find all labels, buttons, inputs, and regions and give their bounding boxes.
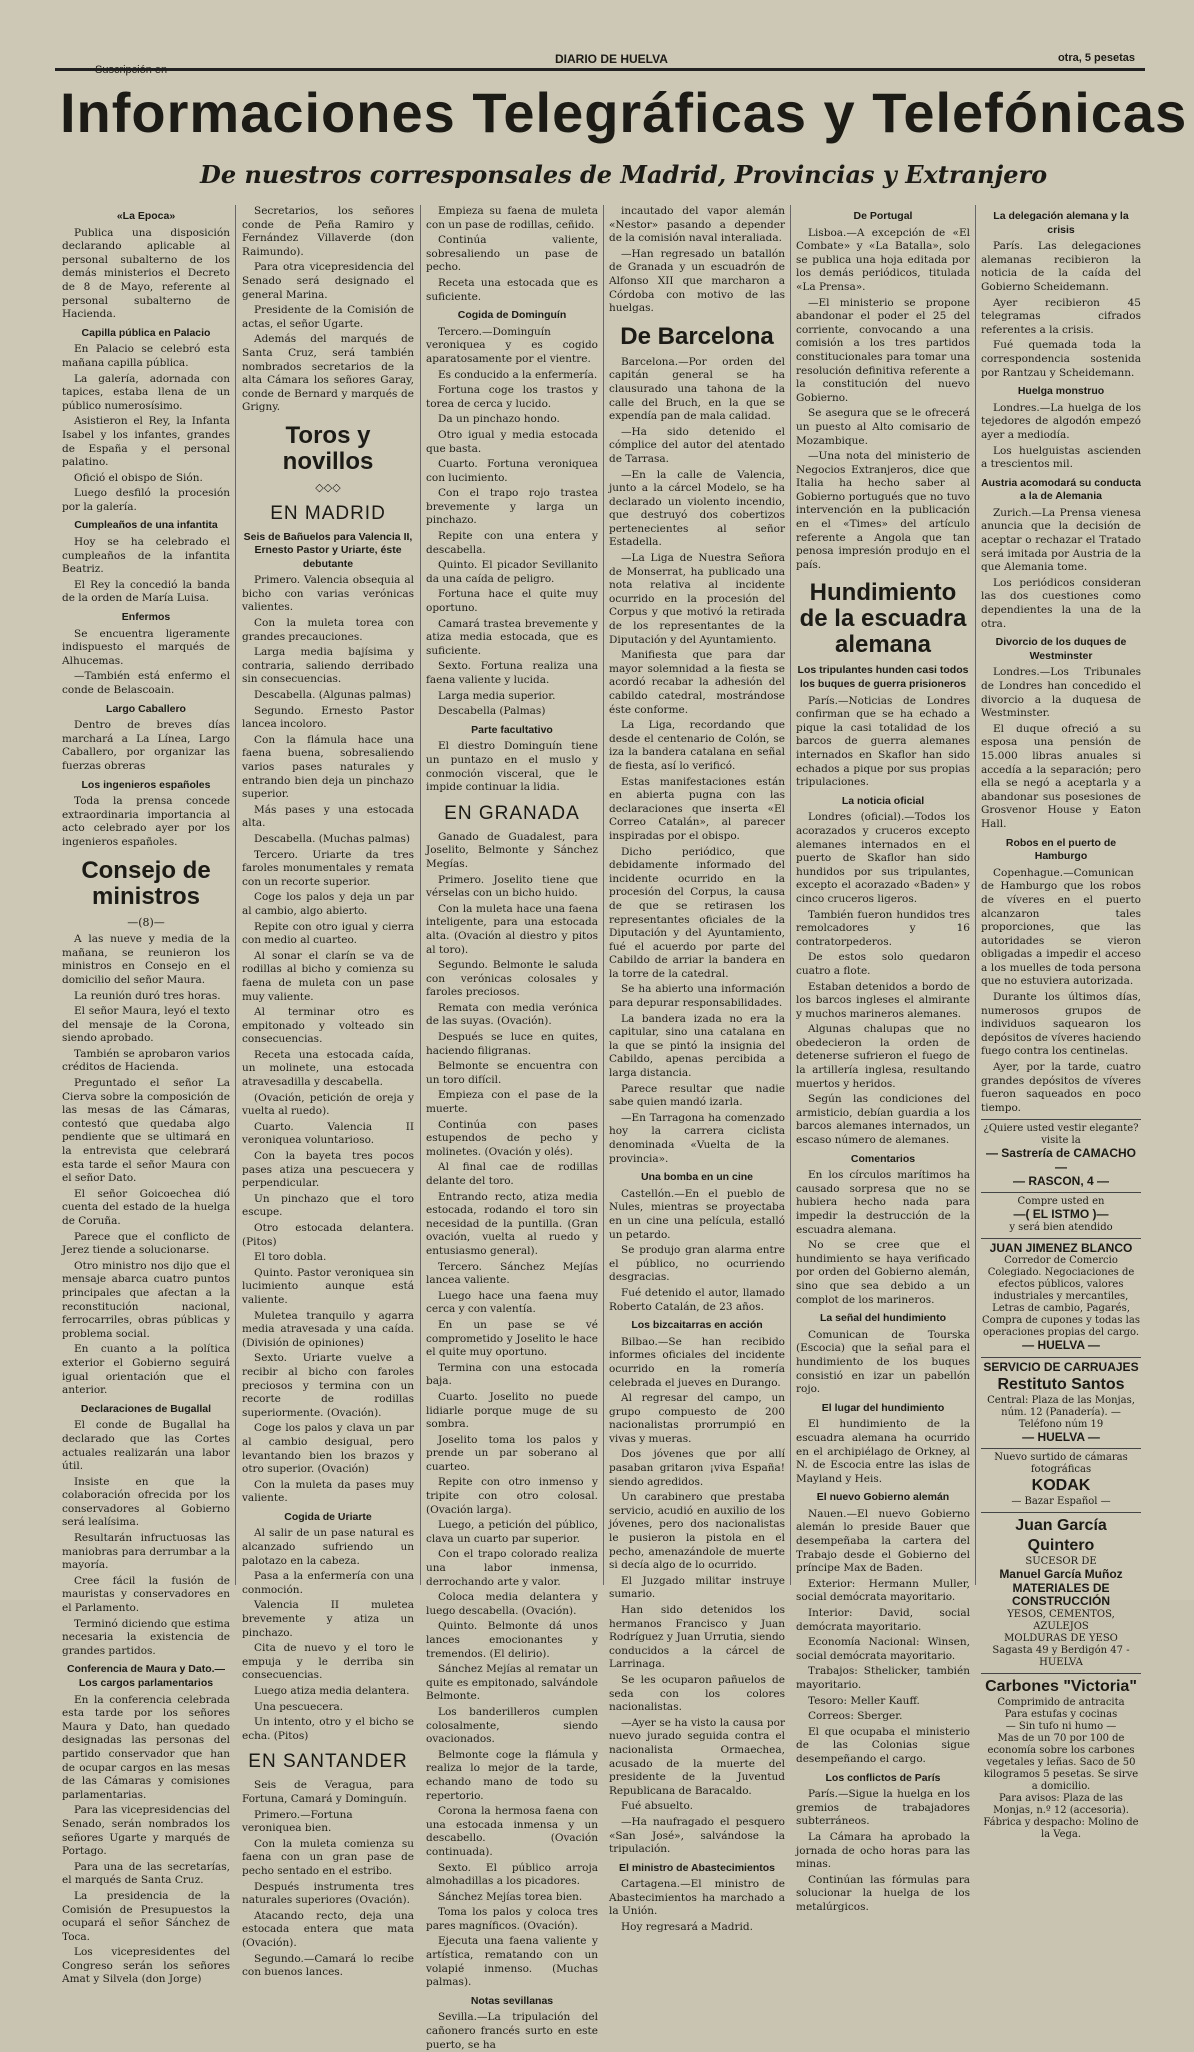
paragraph: El duque ofreció a su esposa una pensión de 15.000 libras anuales si accedía a la separación; pero ella se negó a aceptarla y a abandonar sus posesiones de Grosvenor House y Eaton Hall. bbox=[981, 722, 1141, 830]
advert-jimenez bbox=[981, 1238, 1141, 1353]
paragraph: Fortuna coge los trastos y torea de cerca y lucido. bbox=[426, 384, 598, 410]
advert-line: Compre usted en bbox=[1017, 1196, 1105, 1208]
paragraph: Continúa valiente, sobresaliendo un pase de pecho. bbox=[426, 234, 598, 274]
column-5 bbox=[796, 205, 970, 1913]
paragraph: Tesoro: Meller Kauff. bbox=[808, 1694, 920, 1707]
paragraph: Al terminar otro es empitonado y volteado sin consecuencias. bbox=[242, 1006, 414, 1046]
paragraph: Segundo. Belmonte le saluda con verónicas colosales y faroles preciosos. bbox=[426, 959, 598, 999]
paragraph: Correos: Sberger. bbox=[808, 1710, 903, 1723]
ornament: ◇◇◇ bbox=[315, 480, 341, 494]
paragraph: Londres.—La huelga de los tejedores de algodón empezó ayer a mediodía. bbox=[981, 401, 1141, 441]
advert-line: MATERIALES DE CONSTRUCCIÓN bbox=[1012, 1580, 1110, 1609]
paragraph: En cuanto a la política exterior el Gobierno seguirá igual orientación que el anterior. bbox=[62, 1343, 230, 1397]
paragraph: Primero.—Fortuna veroniquea bien. bbox=[242, 1808, 353, 1835]
paragraph: Además del marqués de Santa Cruz, será también nombrados secretarios de la alta Cámara los señores Garay, conde de Bernard y marqués de Grigny. bbox=[242, 333, 414, 414]
column-rule bbox=[420, 205, 421, 1585]
paragraph: Se asegura que se le ofrecerá un puesto al Alto comisario de Mozambique. bbox=[796, 407, 970, 447]
paragraph: La presidencia de la Comisión de Presupuestos la ocupará el señor Sánchez de Toca. bbox=[62, 1889, 230, 1943]
paragraph: —Ayer se ha visto la causa por nuevo jurado seguida contra el nacionalista Ormaechea, acusado de la muerte del presidente de la Juventud Republicana de Baracaldo. bbox=[609, 1716, 785, 1797]
paragraph: La Cámara ha aprobado la jornada de ocho horas para las minas. bbox=[796, 1830, 970, 1871]
paragraph: Castellón.—En el pueblo de Nules, mientras se proyectaba en un cine una película, estalló un petardo. bbox=[609, 1187, 785, 1241]
paragraph: Joselito toma los palos y prende un par soberano al cuarteo. bbox=[426, 1433, 598, 1473]
paragraph: Fué quemada toda la correspondencia sostenida por Rantzau y Scheidemann. bbox=[981, 339, 1141, 379]
paragraph: Repite con otro inmenso y tripite con otro colosal. (Ovación larga). bbox=[426, 1476, 598, 1516]
column-1 bbox=[62, 205, 230, 1986]
column-rule bbox=[235, 205, 236, 1585]
headline: Notas sevillanas bbox=[470, 1994, 554, 2007]
advert-line: Manuel García Muñoz bbox=[999, 1567, 1123, 1582]
paragraph: Repite con otro igual y cierra con medio al cuarteo. bbox=[242, 920, 414, 947]
headline: Capilla pública en Palacio bbox=[81, 326, 211, 339]
paragraph: Segundo. Ernesto Pastor lancea incoloro. bbox=[242, 704, 414, 731]
section-title-toros: Toros y novillos bbox=[282, 421, 374, 475]
paragraph: También fueron hundidos tres remolcadores y 16 contratorpederos. bbox=[796, 908, 970, 948]
paragraph: Según las condiciones del armisticio, debían guardia a los barcos alemanes internados, un escaso número de alemanes. bbox=[796, 1093, 970, 1147]
section-title-santander: EN SANTANDER bbox=[248, 1751, 408, 1773]
paragraph: Zurich.—La Prensa vienesa anuncia que la decisión de aceptar o rechazar el Tratado será imitada por Austria de la que Alemania tome. bbox=[981, 506, 1141, 574]
paragraph: —El ministerio se propone abandonar el poder el 25 del corriente, convocando a una comisión a los tres partidos constitucionales para tomar una resolución definitiva referente a la constitución del nuevo Gobierno. bbox=[796, 296, 970, 404]
paragraph: Con la muleta comienza su faena con un gran pase de pecho sentado en el estribo. bbox=[242, 1837, 414, 1877]
paragraph: Fué absuelto. bbox=[621, 1800, 693, 1813]
paragraph: Un intento, otro y el bicho se echa. (Pitos) bbox=[242, 1716, 414, 1742]
paragraph: Ofició el obispo de Sión. bbox=[74, 471, 203, 484]
paragraph: El señor Maura, leyó el texto del mensaje de la Corona, siendo aprobado. bbox=[62, 1005, 230, 1045]
paragraph: Copenhague.—Comunican de Hamburgo que los robos de víveres en el puerto alcanzaron tales proporciones, que las autoridades se vieron obligadas a impedir el acceso a los muelles de toda persona que no estuviera autorizada. bbox=[981, 866, 1141, 988]
headline: Seis de Bañuelos para Valencia II, Ernesto Pastor y Uriarte, éste debutante bbox=[243, 530, 413, 570]
advert-line: — Sin tufo ni humo — bbox=[1005, 1720, 1117, 1732]
paragraph: —En Tarragona ha comenzado hoy la carrera ciclista denominada «Vuelta de la provincia». bbox=[609, 1111, 785, 1165]
paragraph: Para otra vicepresidencia del Senado será designado el general Marina. bbox=[242, 261, 414, 301]
section-title-granada: EN GRANADA bbox=[444, 802, 580, 824]
column-rule bbox=[975, 205, 976, 1585]
headline: Austria acomodará su conducta a la de Alemania bbox=[981, 476, 1141, 503]
paragraph: Receta una estocada que es suficiente. bbox=[426, 276, 598, 303]
advert-line: SUCESOR DE bbox=[1025, 1556, 1097, 1568]
advert-city: — HUELVA — bbox=[1022, 1338, 1100, 1353]
column-3 bbox=[426, 205, 598, 2051]
headline: El ministro de Abastecimientos bbox=[619, 1861, 775, 1874]
paragraph: Toda la prensa concede extraordinaria importancia al acto celebrado ayer por los ingenieros españoles. bbox=[62, 795, 230, 848]
headline: Una bomba en un cine bbox=[640, 1171, 753, 1184]
paragraph: Es conducido a la enfermería. bbox=[438, 368, 598, 381]
advert-address: — RASCON, 4 — bbox=[1012, 1173, 1109, 1188]
paragraph: Repite con una entera y descabella. bbox=[426, 530, 598, 556]
paragraph: Se les ocuparon pañuelos de seda con los colores nacionalistas. bbox=[609, 1673, 785, 1714]
paragraph: También se aprobaron varios créditos de Hacienda. bbox=[62, 1047, 230, 1074]
paragraph: El Juzgado militar instruye sumario. bbox=[609, 1574, 785, 1601]
paragraph: Preguntado el señor La Cierva sobre la composición de las mesas de las Cámaras, contestó que quedaba algo pendiente que se ultimará en la entrevista que celebrará esta tarde el señor Maura con el señor Dato. bbox=[62, 1077, 230, 1185]
paragraph: Sexto. El público arroja almohadillas a los picadores. bbox=[426, 1861, 598, 1888]
paragraph: Se ha abierto una información para depurar responsabilidades. bbox=[609, 983, 785, 1010]
paragraph: Sánchez Mejías torea bien. bbox=[438, 1890, 583, 1903]
paragraph: Con la muleta hace una faena inteligente, para una estocada alta. (Ovación al diestro y pitos al toro). bbox=[426, 902, 598, 956]
paragraph: Tercero. Sánchez Mejías lancea valiente. bbox=[426, 1260, 598, 1287]
advert-quintero bbox=[981, 1512, 1141, 1669]
column-rule bbox=[790, 205, 791, 1585]
paragraph: Coge los palos y clava un par al cambio desigual, pero levantando bien los brazos y otro superior. (Ovación) bbox=[242, 1422, 414, 1476]
headline: Cumpleaños de una infantita bbox=[74, 519, 218, 532]
paragraph: Receta una estocada caída, un molinete, una estocada atravesadilla y descabella. bbox=[242, 1048, 414, 1089]
paragraph: Publica una disposición declarando aplicable al personal subalterno de los demás ministerios el Decreto de 8 de Mayo, referente al personal subalterno de Hacienda. bbox=[62, 226, 230, 321]
paragraph: Tercero. Uriarte da tres faroles monumentales y remata con un recorte superior. bbox=[242, 848, 414, 888]
masthead-title: Informaciones Telegráficas y Telefónicas bbox=[60, 81, 1188, 144]
ornament: —(8)— bbox=[127, 915, 165, 929]
paragraph: Al final cae de rodillas delante del toro. bbox=[426, 1161, 598, 1187]
paragraph: Asistieron el Rey, la Infanta Isabel y los infantes, grandes de España y el personal palatino. bbox=[62, 415, 230, 469]
header-rule bbox=[55, 68, 1145, 71]
headline: «La Epoca» bbox=[116, 210, 176, 222]
paragraph: Empieza con el pase de la muerte. bbox=[426, 1089, 598, 1116]
paragraph: Hoy regresará a Madrid. bbox=[621, 1921, 753, 1934]
column-4 bbox=[609, 205, 785, 1934]
masthead-subtitle: De nuestros corresponsales de Madrid, Provincias y Extranjero bbox=[200, 160, 1048, 189]
headline: El nuevo Gobierno alemán bbox=[816, 1491, 950, 1504]
paragraph: Fué detenido el autor, llamado Roberto Catalán, de 23 años. bbox=[609, 1286, 785, 1313]
paragraph: Han sido detenidos los hermanos Francisco y Juan Rodríguez y Juan Urrutia, siendo conducidos a la cárcel de Larrinaga. bbox=[609, 1604, 785, 1671]
headline: Los tripulantes hunden casi todos los buques de guerra prisioneros bbox=[797, 664, 969, 691]
advert-text: Para avisos: Plaza de las Monjas, n.º 12 (accesoria). Fábrica y despacho: Molino de la Vega. bbox=[983, 1792, 1139, 1840]
paragraph: Otro igual y media estocada que basta. bbox=[426, 428, 598, 455]
section-title-barcelona: De Barcelona bbox=[620, 322, 774, 350]
header-center: DIARIO DE HUELVA bbox=[555, 52, 668, 66]
paragraph: Londres (oficial).—Todos los acorazados y cruceros excepto alemanes internados en el puerto de Skaflor han sido hundidos por sus tripulantes, excepto el acorazado «Baden» y cinco cruceros ligeros. bbox=[796, 811, 970, 905]
paragraph: Parece resultar que nadie sabe quien mandó izarla. bbox=[609, 1082, 785, 1109]
paragraph: La Liga, recordando que desde el centenario de Colón, se iza la bandera catalana en señal de fiesta, así lo verificó. bbox=[609, 719, 785, 772]
paragraph: Después instrumenta tres naturales superiores (Ovación). bbox=[242, 1880, 414, 1907]
paragraph: Comunican de Tourska (Escocia) que la señal para el hundimiento de los buques consistió en izar un pabellón rojo. bbox=[796, 1328, 970, 1396]
paragraph: Larga media superior. bbox=[438, 689, 556, 702]
paragraph: Luego hace una faena muy cerca y con valentía. bbox=[426, 1289, 598, 1316]
paragraph: Dentro de breves días marchará a La Línea, Largo Caballero, por organizar las fuerzas obreras bbox=[62, 719, 230, 772]
headline: Parte facultativo bbox=[471, 723, 553, 736]
headline: Enfermos bbox=[121, 611, 171, 624]
paragraph: Ayer recibieron 45 telegramas cifrados referentes a la crisis. bbox=[981, 296, 1141, 336]
paragraph: Con la flámula hace una faena buena, sobresaliendo varios pases naturales y entrando bien deja un pinchazo superior. bbox=[242, 733, 414, 801]
headline: La señal del hundimiento bbox=[819, 1312, 946, 1325]
paragraph: Los vicepresidentes del Congreso serán los señores Amat y Silvela (don Jorge) bbox=[62, 1946, 230, 1986]
paragraph: Primero. Joselito tiene que vérselas con un bicho huido. bbox=[426, 873, 598, 900]
section-title-madrid: EN MADRID bbox=[270, 502, 386, 524]
paragraph: Coge los palos y deja un par al cambio, algo abierto. bbox=[242, 891, 414, 917]
paragraph: Terminó diciendo que estima necesaria la existencia de grandes partidos. bbox=[62, 1617, 230, 1657]
paragraph: En Palacio se celebró esta mañana capilla pública. bbox=[62, 343, 230, 369]
advert-line: Nuevo surtido de cámaras fotográficas bbox=[994, 1452, 1128, 1476]
paragraph: —La Liga de Nuestra Señora de Monserrat, ha publicado una nota relativa al incidente ocurrido en la procesión del Corpus y que motivó la retirada de los representantes de la Diputación y del Ayuntamiento. bbox=[609, 552, 785, 646]
headline: Cogida de Uriarte bbox=[284, 1510, 372, 1523]
paragraph: Atacando recto, deja una estocada entera que mata (Ovación). bbox=[242, 1909, 414, 1949]
paragraph: En la conferencia celebrada esta tarde por los señores Maura y Dato, han quedado designadas las personas del partido conservador que han de ocupar cargos en las mesas de las Cámaras y comisiones parlamentarias. bbox=[62, 1693, 230, 1801]
paragraph: Ayer, por la tarde, cuatro grandes depósitos de víveres fueron saqueados en poco tiempo. bbox=[981, 1061, 1141, 1114]
paragraph: Con el trapo colorado realiza una labor inmensa, derrochando arte y valor. bbox=[426, 1548, 598, 1588]
paragraph: Más pases y una estocada alta. bbox=[242, 803, 414, 830]
paragraph: Los periódicos consideran las dos cuestiones como dependientes la una de la otra. bbox=[981, 576, 1141, 630]
paragraph: Insiste en que la colaboración ofrecida por los conservadores al Gobierno será lealísima. bbox=[62, 1475, 230, 1529]
paragraph: Luego desfiló la procesión por la galería. bbox=[62, 487, 230, 513]
headline: Los bizcaitarras en acción bbox=[631, 1319, 763, 1332]
headline: Los ingenieros españoles bbox=[81, 778, 211, 791]
paragraph: Dicho periódico, que debidamente informado del incidente ocurrido en la procesión del Corpus, la causa de que se retirasen los representantes oficiales de la Diputación y del Ayuntamiento, fué el acuerdo por parte del Cabildo de arriar la bandera en la torre de la catedral. bbox=[609, 845, 785, 980]
paragraph: Cree fácil la fusión de mauristas y conservadores en el Parlamento. bbox=[62, 1574, 230, 1615]
paragraph: En un pase se vé comprometido y Joselito le hace el quite muy oportuno. bbox=[426, 1318, 598, 1359]
advert-text: Central: Plaza de las Monjas, núm. 12 (Panadería). — Teléfono núm 19 bbox=[987, 1394, 1135, 1430]
headline: Los conflictos de París bbox=[825, 1771, 941, 1784]
paragraph: Barcelona.—Por orden del capitán general se ha clausurado una tahona de la calle del Bruch, en la que se expendía pan de mala calidad. bbox=[609, 355, 785, 423]
paragraph: Coloca media delantera y luego descabella. (Ovación). bbox=[426, 1591, 598, 1617]
paragraph: Descabella. (Muchas palmas) bbox=[254, 832, 411, 845]
advert-name: JUAN JIMENEZ BLANCO bbox=[989, 1240, 1133, 1255]
headline: Divorcio de los duques de Westminster bbox=[995, 636, 1127, 662]
paragraph: Al regresar del campo, un grupo compuesto de 200 nacionalistas prorrumpió en vivas y mueras. bbox=[609, 1392, 785, 1445]
paragraph: Los huelguistas ascienden a trescientos mil. bbox=[981, 444, 1141, 471]
advert-carruajes bbox=[981, 1357, 1141, 1444]
paragraph: Termina con una estocada baja. bbox=[426, 1361, 598, 1388]
section-title-consejo: Consejo de ministros bbox=[81, 856, 211, 910]
paragraph: Ganado de Guadalest, para Joselito, Belmonte y Sánchez Megías. bbox=[426, 830, 598, 870]
paragraph: Un carabinero que prestaba servicio, acudió en auxilio de los jóvenes, pero dos nacionalistas le pusieron la pistola en el pecho, amenazándole de muerte si decía algo de lo ocurrido. bbox=[609, 1491, 785, 1572]
paragraph: El Rey la concedió la banda de la orden de María Luisa. bbox=[62, 578, 230, 605]
paragraph: Con el trapo rojo trastea brevemente y larga un pinchazo. bbox=[426, 487, 598, 527]
paragraph: —Han regresado un batallón de Granada y un escuadrón de Alfonso XII que marcharon a Córdoba con motivo de las huelgas. bbox=[609, 247, 785, 315]
advert-city: — HUELVA — bbox=[1022, 1429, 1100, 1444]
header-right: otra, 5 pesetas bbox=[1057, 52, 1135, 64]
paragraph: —Ha sido detenido el cómplice del autor del atentado de Tarrasa. bbox=[609, 425, 785, 465]
advert-kodak bbox=[981, 1448, 1141, 1508]
paragraph: Resultarán infructuosas las maniobras para derrumbar a la mayoría. bbox=[62, 1532, 230, 1572]
paragraph: Luego, a petición del público, clava un cuarto par superior. bbox=[426, 1519, 598, 1545]
paragraph: incautado del vapor alemán «Nestor» pasando a depender de la comisión naval interaliada. bbox=[609, 205, 785, 245]
headline: Cogida de Dominguín bbox=[457, 309, 567, 322]
advert-name: — Sastrería de CAMACHO — bbox=[985, 1146, 1137, 1174]
paragraph: Manifiesta que para dar mayor solemnidad a la fiesta se acordó recabar la adhesión del cabildo catedral, mostrándose éste conforme. bbox=[609, 649, 785, 716]
paragraph: Pasa a la enfermería con una conmoción. bbox=[242, 1570, 414, 1596]
paragraph: Larga media bajísima y contraria, saliendo derribado sin consecuencias. bbox=[242, 646, 414, 686]
paragraph: El señor Goicoechea dió cuenta del estado de la huelga de Coruña. bbox=[62, 1187, 230, 1227]
paragraph: Empieza su faena de muleta con un pase de rodillas, ceñido. bbox=[426, 205, 598, 231]
paragraph: Belmonte se encuentra con un toro difícil. bbox=[426, 1060, 598, 1086]
advert-el-istmo bbox=[981, 1192, 1141, 1234]
paragraph: Sánchez Mejías al rematar un quite es empitonado, salvándole Belmonte. bbox=[426, 1663, 598, 1703]
paragraph: París.—Noticias de Londres confirman que se ha echado a pique la casi totalidad de los barcos de guerra alemanes internados en Skaflor han sido echados a pique por sus propias tripulaciones. bbox=[796, 694, 970, 789]
paragraph: Interior: David, social demócrata mayoritario. bbox=[796, 1607, 970, 1633]
paragraph: La galería, adornada con tapices, estaba llena de un público numerosísimo. bbox=[62, 372, 230, 412]
paragraph: Los banderilleros cumplen colosalmente, siendo ovacionados. bbox=[426, 1705, 598, 1746]
advert-name: Restituto Santos bbox=[997, 1375, 1125, 1393]
paragraph: Remata con media verónica de las suyas. (Ovación). bbox=[426, 1001, 598, 1028]
paragraph: El toro dobla. bbox=[254, 1251, 327, 1264]
paragraph: Continúa con pases estupendos de pecho y molinetes. (Ovación y olés). bbox=[426, 1118, 598, 1158]
paragraph: Para las vicepresidencias del Senado, serán nombrados los señores Ugarte y marqués de Portago. bbox=[62, 1804, 230, 1858]
paragraph: A las nueve y media de la mañana, se reunieron los ministros en Consejo en el domicilio del señor Maura. bbox=[62, 933, 230, 986]
paragraph: Descabella. (Algunas palmas) bbox=[254, 689, 412, 702]
paragraph: Corona la hermosa faena con una estocada inmensa y un descabello. (Ovación continuada). bbox=[426, 1805, 598, 1858]
paragraph: Cuarto. Joselito no puede lidiarle porque muge de su sombra. bbox=[426, 1390, 598, 1431]
paragraph: Con la bayeta tres pocos pases atiza una pescuecera y perpendicular. bbox=[242, 1150, 414, 1190]
paragraph: El hundimiento de la escuadra alemana ha ocurrido en el archipiélago de Orkney, al N. de Escocia entre las islas de Mayland y Heis. bbox=[796, 1418, 970, 1485]
paragraph: Belmonte coge la flámula y realiza lo mejor de la tarde, echando mano de todo su repertorio. bbox=[426, 1748, 598, 1802]
paragraph: Otro ministro nos dijo que el mensaje abarca cuatro puntos principales que afectan a la reconstitución nacional, ferrocarriles, obras públicas y problema social. bbox=[62, 1259, 230, 1340]
paragraph: (Ovación, petición de oreja y vuelta al ruedo). bbox=[242, 1091, 414, 1118]
paragraph: Cartagena.—El ministro de Abastecimientos ha marchado a la Unión. bbox=[609, 1878, 785, 1918]
paragraph: Cuarto. Valencia II veroniquea voluntarioso. bbox=[242, 1120, 414, 1147]
paragraph: Hoy se ha celebrado el cumpleaños de la infantita Beatriz. bbox=[62, 536, 230, 576]
advert-line: Comprimido de antracita bbox=[997, 1696, 1125, 1708]
advert-line: visite la bbox=[1041, 1135, 1081, 1147]
paragraph: Durante los últimos días, numerosos grupos de individuos saquearon los depósitos de víveres haciendo fuego contra los centinelas. bbox=[981, 991, 1141, 1058]
advert-text: Mas de un 70 por 100 de economía sobre los carbones vegetales y leñas. Saco de 50 kilogramos 5 pesetas. Se sirve a domicilio. bbox=[983, 1732, 1139, 1792]
paragraph: Una pescuecera. bbox=[254, 1700, 344, 1713]
paragraph: Después se luce en quites, haciendo filigranas. bbox=[426, 1031, 598, 1057]
headline: Comentarios bbox=[850, 1152, 916, 1165]
paragraph: Bilbao.—Se han recibido informes oficiales del incidente ocurrido en la romería celebrada el jueves en Durango. bbox=[609, 1335, 785, 1389]
paragraph: La reunión duró tres horas. bbox=[74, 989, 221, 1002]
paragraph: Otro estocada delantera. (Pitos) bbox=[242, 1222, 414, 1248]
paragraph: Toma los palos y coloca tres pares magníficos. (Ovación). bbox=[426, 1906, 598, 1932]
paragraph: Segundo.—Camará lo recibe con buenos lances. bbox=[242, 1952, 414, 1979]
headline: Largo Caballero bbox=[106, 702, 186, 715]
paragraph: Estas manifestaciones están en abierta pugna con las declaraciones que inserta «El Correo Catalán», al parecer inspiradas por el obispo. bbox=[609, 775, 785, 842]
paragraph: —También está enfermo el conde de Belascoain. bbox=[62, 670, 230, 696]
paragraph: El que ocupaba el ministerio de las Colonias sigue desempeñando el cargo. bbox=[796, 1725, 970, 1765]
advert-address: Sagasta 49 y Berdigón 47 - HUELVA bbox=[992, 1644, 1130, 1668]
paragraph: El conde de Bugallal ha declarado que las Cortes actuales realizarán una labor útil. bbox=[62, 1419, 230, 1473]
advert-name: KODAK bbox=[1031, 1477, 1091, 1495]
advert-carbones bbox=[981, 1673, 1141, 1841]
column-6 bbox=[981, 205, 1141, 1840]
paragraph: En los círculos marítimos ha causado sorpresa que no se hubiera hecho nada para impedir la destrucción de la escuadra alemana. bbox=[796, 1169, 970, 1236]
paragraph: Secretarios, los señores conde de Peña Ramiro y Fernández Villaverde (don Raimundo). bbox=[242, 205, 414, 258]
paragraph: Para una de las secretarías, el marqués de Santa Cruz. bbox=[62, 1860, 230, 1887]
paragraph: Camará trastea brevemente y atiza media estocada, que es suficiente. bbox=[426, 617, 598, 657]
headline: La delegación alemana y la crisis bbox=[993, 210, 1129, 236]
paragraph: Cita de nuevo y el toro le empuja y le derriba sin consecuencias. bbox=[242, 1642, 414, 1682]
advert-name: —( EL ISTMO )— bbox=[1013, 1207, 1109, 1222]
paragraph: Con la muleta torea con grandes precauciones. bbox=[242, 617, 414, 643]
advert-name: Juan García Quintero bbox=[1015, 1517, 1107, 1555]
advert-line: MOLDURAS DE YESO bbox=[1004, 1632, 1118, 1644]
headline: Huelga monstruo bbox=[1017, 385, 1105, 398]
advert-line: — Bazar Español — bbox=[1011, 1496, 1111, 1508]
paragraph: Estaban detenidos a bordo de los barcos ingleses el almirante y muchos marineros alemanes. bbox=[796, 980, 970, 1020]
paragraph: Exterior: Hermann Muller, social demócrata mayoritario. bbox=[796, 1577, 970, 1604]
paragraph: Presidente de la Comisión de actas, el señor Ugarte. bbox=[242, 304, 414, 330]
advert-text: Corredor de Comercio Colegiado. Negociaciones de efectos públicos, valores industriales y mercantiles, Letras de cambio, Pagarés, Compra de cupones y todas las operaciones propias del cargo. bbox=[982, 1255, 1140, 1339]
paragraph: Con la muleta da pases muy valiente. bbox=[242, 1478, 414, 1505]
paragraph: Sexto. Fortuna realiza una faena valiente y lucida. bbox=[426, 660, 598, 686]
paragraph: Primero. Valencia obsequia al bicho con varias verónicas valientes. bbox=[242, 574, 414, 614]
advert-line: Para estufas y cocinas bbox=[1004, 1708, 1118, 1720]
paragraph: Quinto. Belmonte dá unos lances emocionantes y tremendos. (El delirio). bbox=[426, 1620, 598, 1660]
paragraph: Muletea tranquilo y agarra media atravesada y una caída. (División de opiniones) bbox=[242, 1309, 414, 1349]
advert-line: YESOS, CEMENTOS, AZULEJOS bbox=[1007, 1608, 1115, 1632]
paragraph: París.—Sigue la huelga en los gremios de trabajadores subterráneos. bbox=[796, 1788, 970, 1828]
paragraph: Sevilla.—La tripulación del cañonero francés surto en este puerto, se ha bbox=[426, 2011, 598, 2051]
header-left: Suscripción en bbox=[95, 64, 168, 76]
paragraph: Ejecuta una faena valiente y artística, rematando con un volapié inmenso. (Muchas palmas). bbox=[426, 1935, 598, 1989]
paragraph: Al salir de un pase natural es alcanzado sufriendo un palotazo en la cabeza. bbox=[242, 1527, 414, 1567]
paragraph: Da un pinchazo hondo. bbox=[438, 413, 560, 426]
paragraph: Seis de Veragua, para Fortuna, Camará y Dominguín. bbox=[242, 1779, 414, 1805]
paragraph: Dos jóvenes que por allí pasaban gritaron ¡viva España! siendo agredidos. bbox=[609, 1448, 785, 1488]
headline: El lugar del hundimiento bbox=[821, 1401, 945, 1414]
paragraph: El diestro Dominguín tiene un puntazo en el muslo y conmoción visceral, que le impide continuar la lidia. bbox=[426, 740, 598, 794]
paragraph: Nauen.—El nuevo Gobierno alemán lo preside Bauer que desempeñaba la cartera del Trabajo desde el Gobierno del príncipe Max de Baden. bbox=[796, 1507, 970, 1575]
paragraph: Economía Nacional: Winsen, social demócrata mayoritario. bbox=[796, 1636, 970, 1662]
advert-name: Carbones "Victoria" bbox=[985, 1677, 1137, 1695]
section-title-hundimiento: Hundimiento de la escuadra alemana bbox=[799, 579, 967, 659]
paragraph: La bandera izada no era la capitular, sino una catalana en la que se pintó la insignia del Cabildo, apenas percibida a larga distancia. bbox=[609, 1012, 785, 1080]
paragraph: Luego atiza media delantera. bbox=[254, 1685, 410, 1697]
headline: La noticia oficial bbox=[841, 794, 925, 807]
paragraph: Parece que el conflicto de Jerez tiende a solucionarse. bbox=[62, 1230, 230, 1257]
paragraph: —Ha naufragado el pesquero «San José», salvándose la tripulación. bbox=[609, 1815, 785, 1856]
paragraph: Al sonar el clarín se va de rodillas al bicho y comienza su faena de muleta con un pase muy valiente. bbox=[242, 949, 414, 1003]
paragraph: Trabajos: Sthelicker, también mayoritario. bbox=[796, 1665, 970, 1691]
paragraph: Tercero.—Dominguín veroniquea y es cogido aparatosamente por el vientre. bbox=[426, 325, 598, 365]
advert-line: y será bien atendido bbox=[1009, 1221, 1113, 1233]
paragraph: Se produjo gran alarma entre el público, no ocurriendo desgracias. bbox=[609, 1244, 785, 1284]
paragraph: Fortuna hace el quite muy oportuno. bbox=[426, 588, 598, 615]
paragraph: París. Las delegaciones alemanas recibieron la noticia de la caída del Gobierno Scheidemann. bbox=[981, 240, 1141, 293]
paragraph: Continúan las fórmulas para solucionar la huelga de los metalúrgicos. bbox=[796, 1873, 970, 1913]
paragraph: Entrando recto, atiza media estocada, rodando el toro sin necesidad de la puntilla. (Gran ovación, vuelta al ruedo y entusiasmo general). bbox=[426, 1190, 598, 1257]
paragraph: Quinto. El picador Sevillanito da una caída de peligro. bbox=[426, 559, 598, 585]
column-2 bbox=[242, 205, 414, 1979]
paragraph: —En la calle de Valencia, junto a la cárcel Modelo, se ha declarado un violento incendio, que destruyó dos cobertizos pertenecientes al señor Estadella. bbox=[609, 468, 785, 549]
paragraph: De estos solo quedaron cuatro a flote. bbox=[796, 951, 970, 977]
advert-line: SERVICIO DE CARRUAJES bbox=[983, 1359, 1139, 1374]
paragraph: Algunas chalupas que no obedecieron la orden de detenerse sufrieron el fuego de la artillería inglesa, resultando muertos y heridos. bbox=[796, 1023, 970, 1090]
paragraph: —Una nota del ministerio de Negocios Extranjeros, dice que Italia ha hecho saber al Gobierno portugués que no tuvo intervención en la publicación en el «Times» del artículo referente a Angola que tan penosa impresión produjo en el país. bbox=[796, 450, 970, 571]
headline: Declaraciones de Bugallal bbox=[80, 1402, 212, 1415]
column-rule bbox=[603, 205, 604, 1585]
paragraph: Un pinchazo que el toro escupe. bbox=[242, 1192, 414, 1219]
headline: Robos en el puerto de Hamburgo bbox=[1005, 836, 1117, 863]
advert-line: ¿Quiere usted vestir elegante? bbox=[983, 1123, 1139, 1135]
paragraph: Sexto. Uriarte vuelve a recibir al bicho con faroles preciosos y termina con un recorte de rodillas superiormente. (Ovación). bbox=[242, 1352, 414, 1419]
paragraph: Londres.—Los Tribunales de Londres han concedido el divorcio a la duquesa de Westminster. bbox=[981, 666, 1141, 720]
paragraph: Lisboa.—A excepción de «El Combate» y «La Batalla», solo se publica una hoja editada por los demás periódicos, titulada «La Prensa». bbox=[796, 226, 970, 293]
paragraph: No se cree que el hundimiento se haya verificado por orden del Gobierno alemán, sino que sea debido a un complot de los marineros. bbox=[796, 1239, 970, 1306]
headline: Conferencia de Maura y Dato.— Los cargos parlamentarios bbox=[66, 1663, 226, 1689]
paragraph: Se encuentra ligeramente indispuesto el marqués de Alhucemas. bbox=[62, 627, 230, 667]
paragraph: Quinto. Pastor veroniquea sin lucimiento aunque está valiente. bbox=[242, 1266, 414, 1306]
paragraph: Valencia II muletea brevemente y atiza un pinchazo. bbox=[242, 1599, 414, 1639]
headline: De Portugal bbox=[853, 210, 913, 222]
paragraph: Descabella (Palmas) bbox=[438, 705, 546, 718]
paragraph: Cuarto. Fortuna veroniquea con lucimiento. bbox=[426, 458, 598, 484]
advert-camacho bbox=[981, 1119, 1141, 1188]
